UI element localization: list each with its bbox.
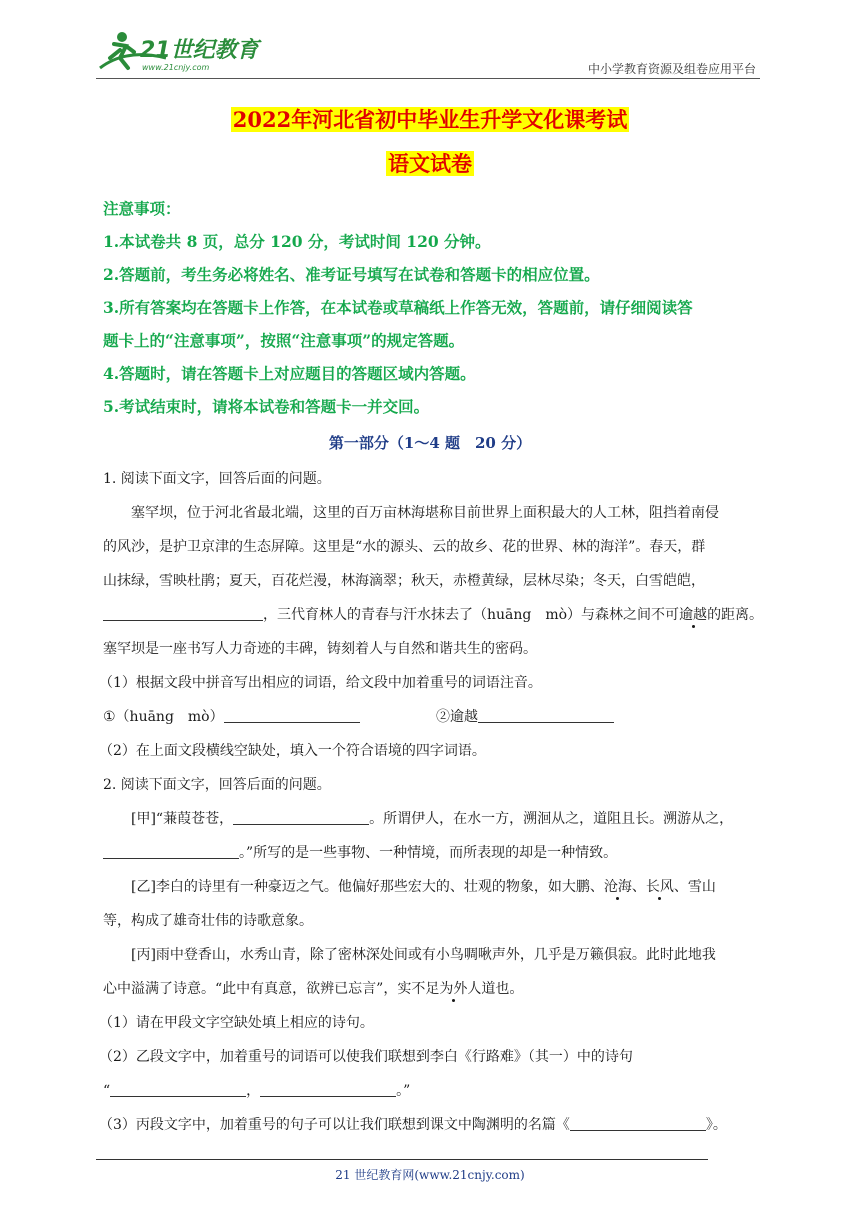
site-logo	[96, 28, 266, 74]
text-span: [乙]李白的诗里有一种豪迈之气。他偏好那些宏大的、壮观的物象，如大鹏、	[131, 879, 604, 895]
q1-sub1: （1）根据文段中拼音写出相应的词语，给文段中加着重号的词语注音。	[99, 675, 542, 691]
header-divider	[96, 78, 760, 79]
text-span: 、	[631, 879, 646, 895]
text-span: “	[103, 1083, 111, 1099]
q1-paragraph-line: 的风沙，是护卫京津的生态屏障。这里是“水的源头、云的故乡、花的世界、林的海洋”。春天，群	[103, 539, 706, 555]
q2-jia-line	[131, 808, 733, 828]
q2-sub2: （2）乙段文字中，加着重号的词语可以使我们联想到李白《行路难》（其一）中的诗句	[99, 1049, 633, 1065]
text-span: 。所谓伊人，在水一方，溯洄从之，道阻且长。溯游从之，	[369, 811, 734, 827]
text-span: 的距离。	[707, 607, 764, 623]
answer-blank[interactable]	[103, 606, 263, 621]
q1-prompt: 1. 阅读下面文字，回答后面的问题。	[103, 471, 331, 487]
q1-paragraph-line	[103, 604, 763, 624]
notice-block	[103, 192, 763, 423]
text-span: 。”所写的是一些事物、一种情境，而所表现的却是一种情致。	[239, 845, 618, 861]
answer-label: ①（huāng mò）	[103, 709, 224, 725]
q1-sub2: （2）在上面文段横线空缺处，填入一个符合语境的四字词语。	[99, 743, 486, 759]
text-span: [甲]“蒹葭苍苍，	[131, 811, 234, 827]
emphasized-word: 长风	[645, 879, 674, 895]
logo-url: www.21cnjy.com	[142, 63, 210, 72]
answer-blank[interactable]	[224, 708, 360, 723]
platform-name: 中小学教育资源及组卷应用平台	[587, 62, 756, 76]
answer-blank[interactable]	[110, 1082, 246, 1097]
emphasized-word: 逾越	[679, 607, 708, 623]
text-span: ，三代育林人的青春与汗水抹去了（huāng mò）与森林之间不可	[263, 607, 680, 623]
q2-sub1: （1）请在甲段文字空缺处填上相应的诗句。	[99, 1015, 374, 1031]
q2-bing-line	[103, 978, 523, 998]
answer-blank[interactable]	[103, 844, 239, 859]
notice-heading: 注意事项：	[103, 199, 181, 218]
text-span: 》。	[705, 1117, 727, 1133]
text-span: （3）丙段文字中，加着重号的句子可以让我们联想到课文中陶渊明的名篇《	[99, 1117, 570, 1133]
notice-item: 3.所有答案均在答题卡上作答，在本试卷或草稿纸上作答无效，答题前，请仔细阅读答	[103, 298, 693, 317]
notice-item: 题卡上的“注意事项”，按照“注意事项”的规定答题。	[103, 331, 465, 350]
answer-blank[interactable]	[570, 1116, 706, 1131]
q2-jia-line	[103, 842, 617, 862]
exam-title	[0, 104, 860, 134]
emphasized-sentence: 实不足为外人道也	[397, 981, 510, 997]
q2-yi-line: 等，构成了雄奇壮伟的诗歌意象。	[103, 913, 313, 929]
q1-answer-1	[103, 706, 360, 726]
q1-answer-2	[436, 706, 614, 726]
footer-divider	[96, 1159, 708, 1160]
text-span: 、雪山	[673, 879, 716, 895]
emphasized-word: 沧海	[603, 879, 632, 895]
text-span: ，	[246, 1083, 261, 1099]
text-span: 。”	[396, 1083, 411, 1099]
notice-item: 1.本试卷共 8 页，总分 120 分，考试时间 120 分钟。	[103, 232, 491, 251]
q2-yi-line	[131, 876, 716, 896]
answer-blank[interactable]	[260, 1082, 396, 1097]
q1-paragraph-line: 塞罕坝，位于河北省最北端，这里的百万亩林海堪称目前世界上面积最大的人工林，阻挡着南侵	[131, 505, 719, 521]
page-header	[96, 26, 760, 78]
answer-blank[interactable]	[233, 810, 369, 825]
answer-blank[interactable]	[478, 708, 614, 723]
q2-prompt: 2. 阅读下面文字，回答后面的问题。	[103, 777, 331, 793]
q2-bing-line: [丙]雨中登香山，水秀山青，除了密林深处间或有小鸟啁啾声外，几乎是万籁俱寂。此时此地我	[131, 947, 716, 963]
text-span: 。	[509, 981, 524, 997]
logo-text: 21世纪教育	[140, 38, 259, 63]
exam-subtitle	[0, 148, 860, 178]
q2-sub3	[99, 1114, 727, 1134]
section-title: 第一部分（1～4 题 20 分）	[328, 434, 532, 452]
page-footer: 21 世纪教育网(www.21cnjy.com)	[335, 1168, 525, 1182]
q1-paragraph-line: 山抹绿，雪映杜鹃；夏天，百花烂漫，林海滴翠；秋天，赤橙黄绿，层林尽染；冬天，白雪皑皑，	[103, 573, 705, 589]
q2-sub2-answer	[103, 1080, 410, 1100]
q1-paragraph-line: 塞罕坝是一座书写人力奇迹的丰碑，铸刻着人与自然和谐共生的密码。	[103, 641, 537, 657]
answer-label: ②逾越	[436, 709, 478, 725]
exam-title-text: 2022年河北省初中毕业生升学文化课考试	[232, 107, 628, 132]
notice-item: 5.考试结束时，请将本试卷和答题卡一并交回。	[103, 397, 430, 416]
notice-item: 2.答题前，考生务必将姓名、准考证号填写在试卷和答题卡的相应位置。	[103, 265, 600, 284]
text-span: 心中溢满了诗意。“此中有真意，欲辨已忘言”，	[103, 981, 398, 997]
notice-item: 4.答题时，请在答题卡上对应题目的答题区域内答题。	[103, 364, 476, 383]
exam-subtitle-text: 语文试卷	[388, 151, 472, 176]
